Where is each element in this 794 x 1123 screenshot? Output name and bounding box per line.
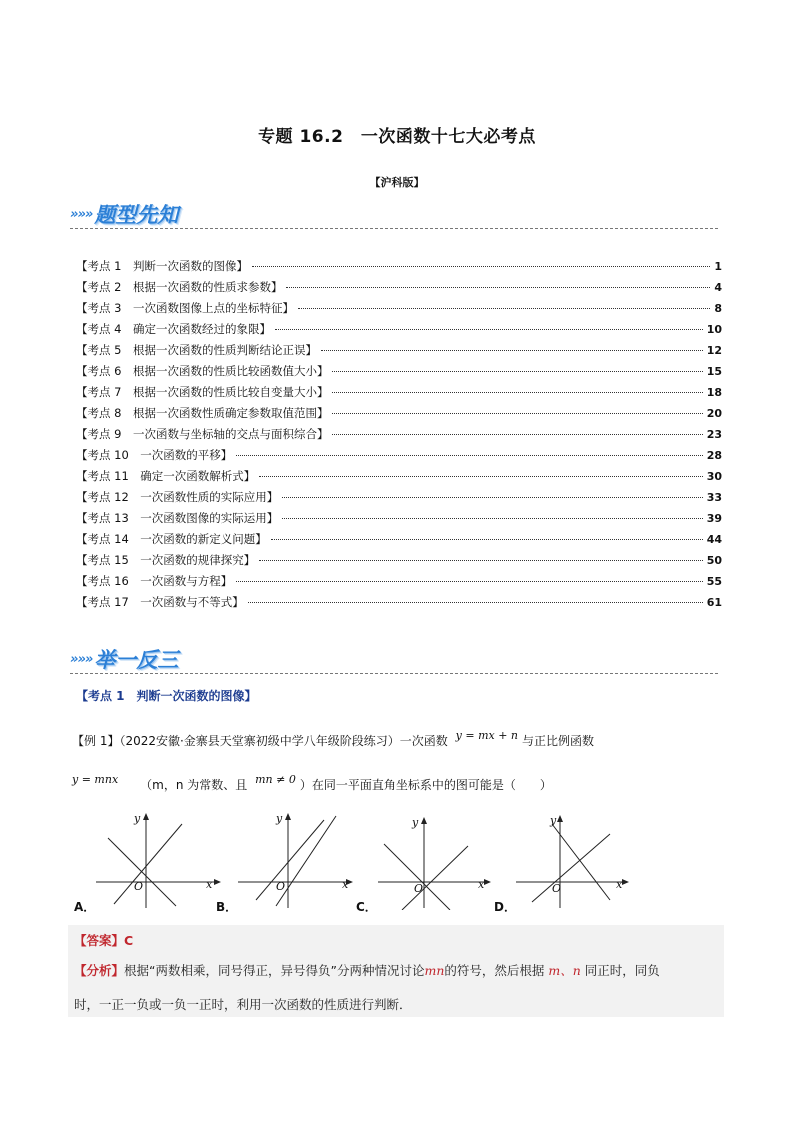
answer-label: 【答案】: [74, 933, 125, 948]
graph-c: [376, 810, 506, 910]
overview-banner-text: 题型先知: [94, 202, 179, 227]
toc-item-page: 10: [706, 323, 722, 336]
toc-leader: [248, 602, 703, 603]
toc-item[interactable]: [76, 258, 722, 279]
practice-banner-text: 举一反三: [94, 647, 179, 672]
graph-d: [514, 810, 644, 910]
toc-leader: [332, 371, 702, 372]
toc-leader: [332, 413, 702, 414]
option-d[interactable]: D．: [494, 900, 516, 914]
toc-item[interactable]: [76, 573, 722, 594]
page-title: 专题 16.2 一次函数十七大必考点: [258, 127, 536, 147]
toc-item[interactable]: [76, 321, 722, 342]
toc-item[interactable]: [76, 363, 722, 384]
toc-item-label: 【考点 2 根据一次函数的性质求参数】: [76, 280, 283, 294]
toc-item-page: 30: [706, 470, 722, 483]
toc-leader: [259, 476, 702, 477]
graph-c-origin: O: [414, 882, 424, 895]
example-text: 与正比例函数: [522, 734, 595, 748]
option-b[interactable]: B．: [216, 900, 238, 914]
toc-item-page: 44: [706, 533, 722, 546]
toc-item-page: 55: [706, 575, 722, 588]
graph-d-origin: O: [552, 882, 562, 895]
edition-label: 【沪科版】: [369, 176, 425, 189]
answer-value: C: [124, 933, 134, 948]
answer-line: [74, 933, 133, 949]
divider: [70, 673, 718, 674]
divider: [70, 228, 718, 229]
toc-item-label: 【考点 17 一次函数与不等式】: [76, 595, 244, 609]
analysis-sep: 、: [560, 963, 573, 978]
toc-leader: [321, 350, 703, 351]
toc-item[interactable]: [76, 384, 722, 405]
graph-a: [94, 810, 224, 910]
example-label: 【例 1】: [72, 734, 120, 748]
table-of-contents: [76, 258, 722, 615]
toc-item[interactable]: [76, 594, 722, 615]
graph-a-x-label: x: [206, 878, 213, 891]
toc-leader: [282, 497, 702, 498]
graph-c-y-label: y: [412, 816, 419, 829]
toc-item-label: 【考点 6 根据一次函数的性质比较函数值大小】: [76, 364, 329, 378]
graph-c-x-label: x: [478, 878, 485, 891]
toc-leader: [236, 455, 702, 456]
analysis-var: m: [548, 963, 561, 978]
practice-banner: [70, 645, 178, 673]
kp1-heading: 【考点 1 判断一次函数的图像】: [76, 689, 257, 703]
toc-item-label: 【考点 8 根据一次函数性质确定参数取值范围】: [76, 406, 329, 420]
toc-item[interactable]: [76, 426, 722, 447]
toc-item-page: 33: [706, 491, 722, 504]
option-a[interactable]: A．: [74, 900, 96, 914]
equation-proportional: y = mnx: [72, 773, 119, 786]
toc-leader: [332, 392, 702, 393]
graph-b-x-label: x: [342, 878, 349, 891]
example-text: （m，n 为常数、且: [140, 778, 248, 792]
example-line-2: [72, 773, 722, 794]
toc-item[interactable]: [76, 489, 722, 510]
example-source: （2022安徽·金寨县天堂寨初级中学八年级阶段练习）一次函数: [119, 734, 448, 748]
toc-item[interactable]: [76, 279, 722, 300]
graph-a-origin: O: [134, 880, 144, 893]
toc-leader: [282, 518, 702, 519]
answer-box: [68, 925, 724, 1017]
toc-item-label: 【考点 5 根据一次函数的性质判断结论正误】: [76, 343, 317, 357]
toc-item[interactable]: [76, 300, 722, 321]
toc-leader: [259, 560, 702, 561]
toc-item-label: 【考点 16 一次函数与方程】: [76, 574, 233, 588]
graph-b: [236, 810, 366, 910]
toc-item-page: 8: [714, 302, 722, 315]
graph-a-y-label: y: [134, 812, 141, 825]
toc-item-page: 50: [706, 554, 722, 567]
analysis-line-2: 时，一正一负或一负一正时，利用一次函数的性质进行判断．: [74, 997, 412, 1012]
toc-item[interactable]: [76, 468, 722, 489]
graph-b-origin: O: [276, 880, 286, 893]
toc-item-label: 【考点 10 一次函数的平移】: [76, 448, 233, 462]
example-text: ）在同一平面直角坐标系中的图可能是（ ）: [299, 778, 552, 792]
toc-item-label: 【考点 1 判断一次函数的图像】: [76, 259, 248, 273]
graph-b-y-label: y: [276, 812, 283, 825]
toc-item-page: 20: [706, 407, 722, 420]
toc-item-page: 23: [706, 428, 722, 441]
toc-item-label: 【考点 9 一次函数与坐标轴的交点与面积综合】: [76, 427, 329, 441]
toc-item-page: 4: [714, 281, 722, 294]
equation-condition: mn ≠ 0: [255, 773, 296, 786]
toc-item-page: 39: [706, 512, 722, 525]
option-c[interactable]: C．: [356, 900, 377, 914]
toc-item-label: 【考点 15 一次函数的规律探究】: [76, 553, 256, 567]
banner-arrows-icon: »»»: [70, 206, 93, 222]
graph-d-x-label: x: [616, 878, 623, 891]
toc-item[interactable]: [76, 531, 722, 552]
toc-item-label: 【考点 11 确定一次函数解析式】: [76, 469, 256, 483]
analysis-line-1: [74, 963, 660, 979]
toc-item-label: 【考点 7 根据一次函数的性质比较自变量大小】: [76, 385, 329, 399]
banner-arrows-icon: »»»: [70, 651, 93, 667]
toc-item[interactable]: [76, 510, 722, 531]
toc-leader: [252, 266, 710, 267]
overview-banner: [70, 200, 178, 228]
analysis-text: 同正时，同负: [584, 963, 660, 978]
toc-leader: [298, 308, 710, 309]
toc-item-page: 61: [706, 596, 722, 609]
analysis-var: mn: [424, 963, 445, 978]
toc-leader: [271, 539, 703, 540]
toc-item[interactable]: [76, 447, 722, 468]
analysis-var: n: [572, 963, 581, 978]
toc-leader: [332, 434, 702, 435]
toc-item-label: 【考点 12 一次函数性质的实际应用】: [76, 490, 279, 504]
toc-item-page: 15: [706, 365, 722, 378]
toc-leader: [236, 581, 702, 582]
toc-item-label: 【考点 3 一次函数图像上点的坐标特征】: [76, 301, 294, 315]
toc-item-page: 12: [706, 344, 722, 357]
toc-item-page: 28: [706, 449, 722, 462]
toc-item-label: 【考点 4 确定一次函数经过的象限】: [76, 322, 271, 336]
toc-item-page: 1: [714, 260, 722, 273]
toc-item[interactable]: [76, 405, 722, 426]
analysis-text: 的符号，然后根据: [444, 963, 545, 978]
toc-item[interactable]: [76, 552, 722, 573]
toc-item-page: 18: [706, 386, 722, 399]
graph-options: [74, 810, 694, 920]
equation-linear: y = mx + n: [455, 729, 518, 742]
analysis-text: 根据“两数相乘，同号得正，异号得负”分两种情况讨论: [124, 963, 425, 978]
toc-item-label: 【考点 13 一次函数图像的实际运用】: [76, 511, 279, 525]
toc-leader: [275, 329, 703, 330]
example-line-1: [72, 729, 722, 750]
toc-item[interactable]: [76, 342, 722, 363]
toc-item-label: 【考点 14 一次函数的新定义问题】: [76, 532, 267, 546]
toc-leader: [286, 287, 710, 288]
graph-d-y-label: y: [550, 814, 557, 827]
analysis-label: 【分析】: [74, 963, 125, 978]
